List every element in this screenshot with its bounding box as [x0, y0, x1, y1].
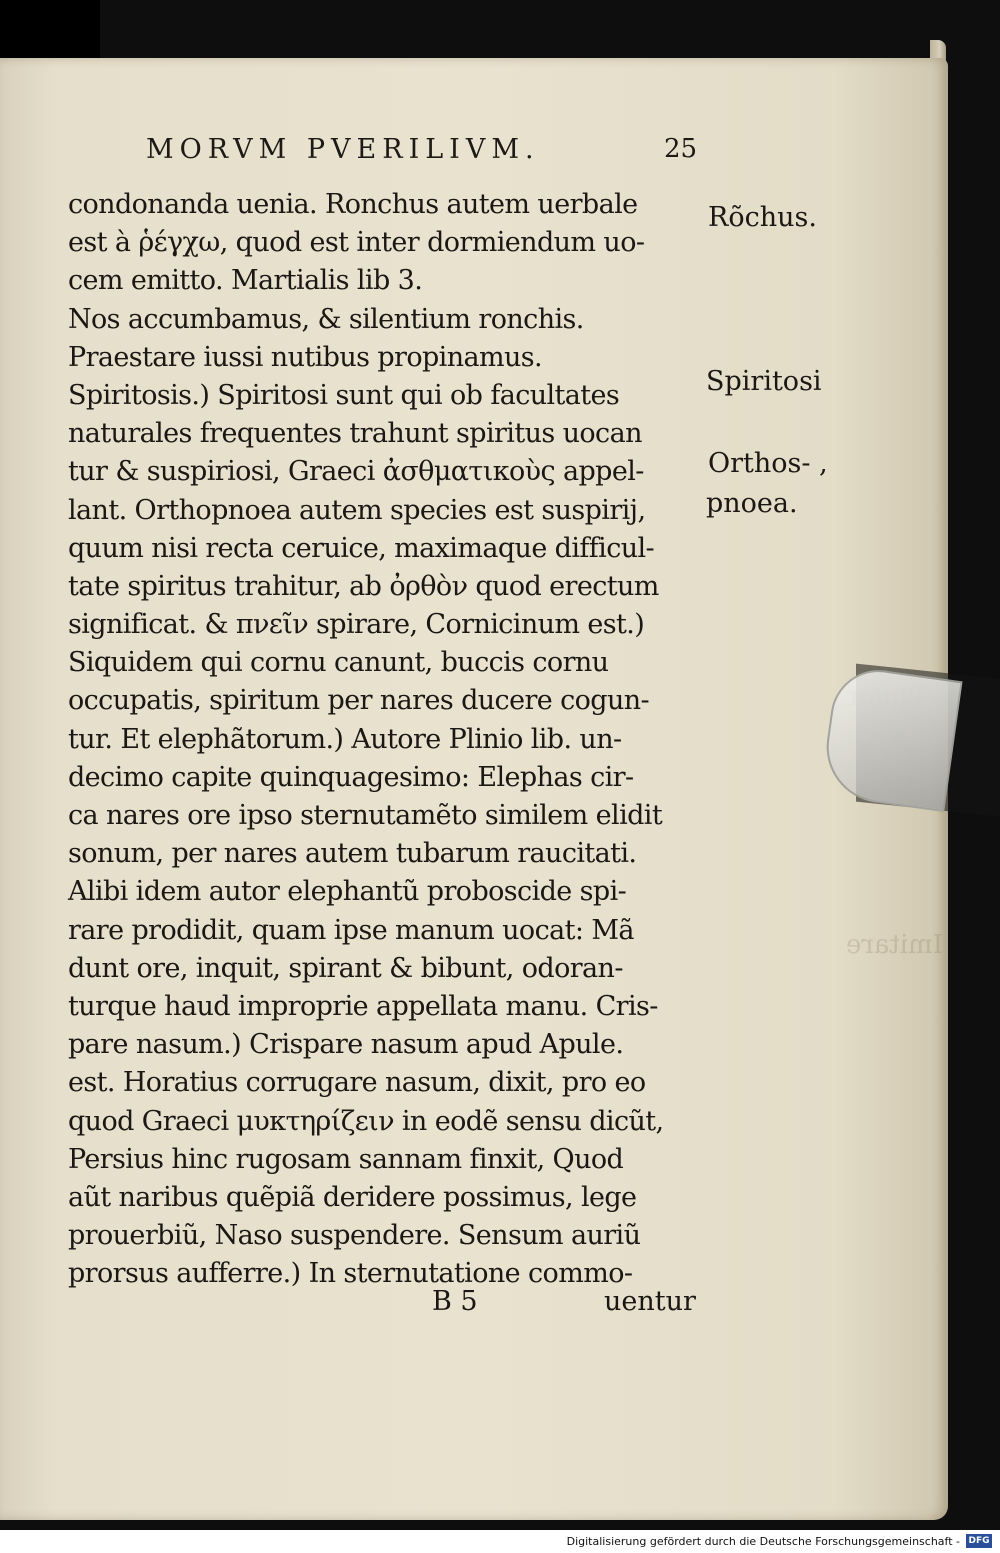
running-head: MORVM PVERILIVM. [146, 134, 540, 165]
marginal-note: pnoea. [706, 488, 798, 519]
text-line: decimo capite quinquagesimo: Elephas cir- [68, 761, 634, 793]
marginal-note: Orthos- , [708, 448, 828, 479]
text-line: Nos accumbamus, & silentium ronchis. [68, 303, 584, 335]
text-line: quod Graeci μυκτηρίζειν in eodẽ sensu dicũt, [68, 1105, 664, 1137]
text-line: occupatis, spiritum per nares ducere cogun- [68, 685, 650, 717]
text-line: significat. & πνεῖν spirare, Cornicinum est.) [68, 609, 645, 641]
body-text [68, 186, 708, 1293]
text-line: Persius hinc rugosam sannam finxit, Quod [68, 1143, 624, 1175]
signature-mark: B 5 [432, 1286, 478, 1317]
marginal-note: Spiritosi [706, 366, 822, 397]
text-line: cem emitto. Martialis lib 3. [68, 265, 423, 297]
text-line: Alibi idem autor elephantũ proboscide spi- [68, 876, 627, 908]
text-line: tate spiritus trahitur, ab ὀρθὸν quod erectum [68, 570, 659, 602]
text-line: naturales frequentes trahunt spiritus uocan [68, 418, 642, 450]
dfg-logo: DFG [966, 1534, 992, 1548]
text-line: est à ῥέγχω, quod est inter dormiendum uo- [68, 227, 645, 259]
text-line: aũt naribus quẽpiã deridere possimus, lege [68, 1181, 637, 1213]
text-line: Praestare iussi nutibus propinamus. [68, 341, 543, 373]
text-line: tur. Et elephãtorum.) Autore Plinio lib. un- [68, 723, 622, 755]
text-line: pare nasum.) Crispare nasum apud Apule. [68, 1029, 624, 1061]
text-line: Siquidem qui cornu canunt, buccis cornu [68, 647, 609, 679]
text-line: dunt ore, inquit, spirant & bibunt, odoran- [68, 952, 623, 984]
text-line: turque haud improprie appellata manu. Cris- [68, 990, 658, 1022]
marginal-note: Rõchus. [708, 202, 817, 233]
text-line: prouerbiũ, Naso suspendere. Sensum auriũ [68, 1220, 641, 1252]
text-line: quum nisi recta ceruice, maximaque difficul- [68, 532, 655, 564]
text-line: prorsus aufferre.) In sternutatione commo- [68, 1258, 633, 1290]
page-number: 25 [664, 134, 698, 164]
funding-credit: Digitalisierung gefördert durch die Deutsche Forschungsgemeinschaft - [566, 1535, 960, 1548]
catchword: uentur [604, 1286, 696, 1317]
background-dark [0, 0, 100, 60]
text-line: est. Horatius corrugare nasum, dixit, pro eo [68, 1067, 646, 1099]
text-line: sonum, per nares autem tubarum raucitati. [68, 838, 637, 870]
text-line: rare prodidit, quam ipse manum uocat: Mã [68, 914, 634, 946]
text-line: ca nares ore ipso sternutamẽto similem elidit [68, 800, 663, 831]
text-line: lant. Orthopnoea autem species est suspirij, [68, 494, 646, 526]
text-line: tur & suspiriosi, Graeci ἀσθματικοὺς appel- [68, 456, 644, 488]
show-through-text: Imitare [846, 930, 944, 960]
text-line: condonanda uenia. Ronchus autem uerbale [68, 189, 638, 220]
text-line: Spiritosis.) Spiritosi sunt qui ob facultates [68, 379, 620, 411]
